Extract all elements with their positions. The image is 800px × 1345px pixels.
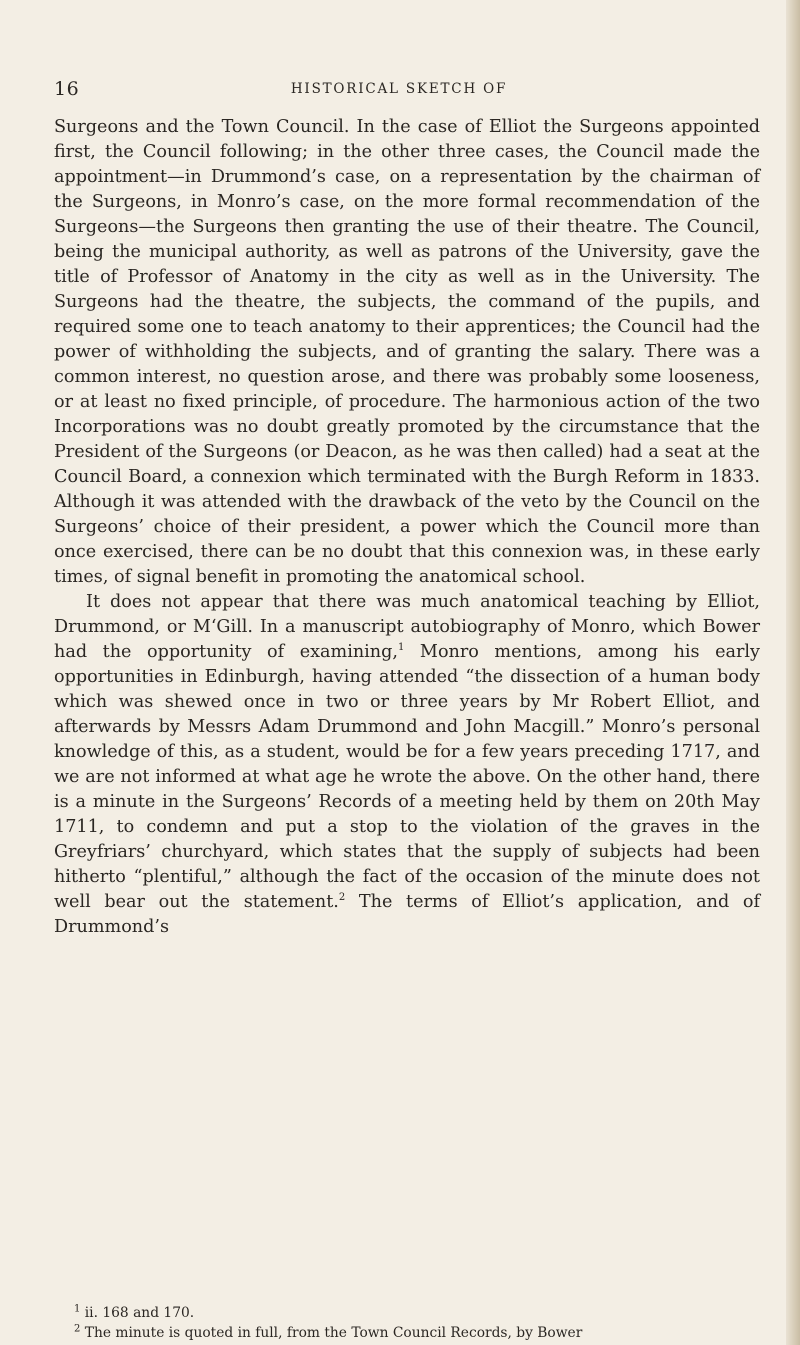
paragraph-text: It does not appear that there was much anatomical teaching by Elliot, Drummond, or M‘Gill. In a manuscript autobiography of Monro, which Bower had the opportunity of examining, xyxy=(54,592,760,662)
footnote xyxy=(54,1323,760,1343)
paragraph: Surgeons and the Town Council. In the case of Elliot the Surgeons appointed first, the Council following; in the other three cases, the Council made the appointment—in Drummond’s case, on a representation by the chairman of the Surgeons, in Monro’s case, on the more formal recommendation of the Surgeons—the Surgeons then granting the use of their theatre. The Council, being the municipal authority, as well as patrons of the University, gave the title of Professor of Anatomy in the city as well as in the University. The Surgeons had the theatre, the subjects, the command of the pupils, and required some one to teach anatomy to their apprentices; the Council had the power of withholding the subjects, and of granting the salary. There was a common interest, no question arose, and there was probably some looseness, or at least no fixed principle, of procedure. The harmonious action of the two Incorporations was no doubt greatly promoted by the circumstance that the President of the Surgeons (or Deacon, as he was then called) had a seat at the Council Board, a connexion which terminated with the Burgh Reform in 1833. Although it was attended with the drawback of the veto by the Council on the Surgeons’ choice of their president, a power which the Council more than once exercised, there can be no doubt that this connexion was, in these early times, of signal benefit in promoting the anatomical school. xyxy=(54,117,760,587)
page-edge-shadow xyxy=(786,0,800,1345)
footnote-ref: 2 xyxy=(338,892,346,904)
paragraph-text: Monro mentions, among his early opportunities in Edinburgh, having attended “the dissection of a human body which was shewed once in two or three years by Mr Robert Elliot, and afterwards by Messrs Adam Drummond and John Macgill.” Monro’s personal knowledge of this, as a student, would be for a few years preceding 1717, and we are not informed at what age he wrote the above. On the other hand, there is a minute in the Surgeons’ Records of a meeting held by them on 20th May 1711, to condemn and put a stop to the violation of the graves in the Greyfriars’ churchyard, which states that the supply of subjects had been hitherto “plentiful,” although the fact of the occasion of the minute does not well bear out the statement. xyxy=(54,642,760,912)
footnote-text: The minute is quoted in full, from the Town Council Records, by Bower xyxy=(84,1325,583,1341)
footnote-text: ii. 168 and 170. xyxy=(84,1305,195,1321)
paragraph xyxy=(54,590,760,940)
footnote-marker: 1 xyxy=(74,1303,81,1315)
body-text xyxy=(54,115,760,940)
running-head-title: HISTORICAL SKETCH OF xyxy=(290,81,508,97)
running-head xyxy=(54,78,744,102)
footnote xyxy=(54,1303,760,1323)
footnote-marker: 2 xyxy=(74,1323,81,1335)
footnote-ref: 1 xyxy=(398,642,405,654)
page-number: 16 xyxy=(54,78,80,100)
footnotes xyxy=(54,1303,760,1343)
paragraph-text: The terms of Elliot’s application, and of Drummond’s xyxy=(54,892,761,937)
